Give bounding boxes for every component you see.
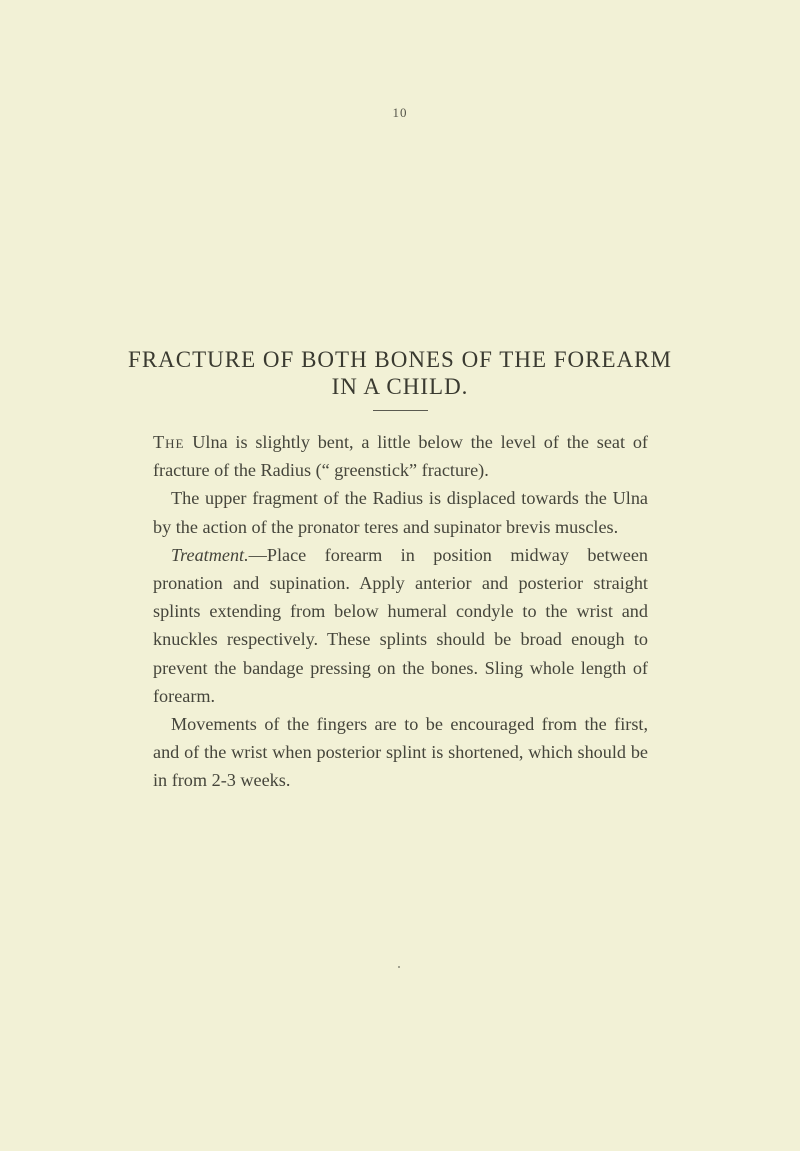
paragraph-movements [153,710,648,795]
paragraph-lead-word: The [153,432,185,452]
paper-speck [398,966,400,968]
paragraph-ulna [153,428,648,484]
chapter-title-line-2: IN A CHILD. [331,374,469,399]
paragraph-radius-text: The upper fragment of the Radius is displaced towards the Ulna by the action of the pronator teres and supinator brevis muscles. [153,488,648,537]
page-number: 10 [392,105,408,120]
chapter-title-line-1: FRACTURE OF BOTH BONES OF THE FOREARM [128,347,672,372]
treatment-heading: Treatment. [171,544,249,565]
title-divider [373,410,428,411]
chapter-title [0,346,800,400]
paragraph-ulna-text: Ulna is slightly bent, a little below the level of the seat of fracture of the Radius (“ greenstick” fracture). [153,432,648,481]
body-text [153,428,648,795]
paragraph-treatment [153,541,648,710]
paragraph-treatment-text: —Place forearm in position midway between pronation and supination. Apply anterior and posterior straight splints extending from below humeral condyle to the wrist and knuckles respectively. These splints should be broad enough to prevent the bandage pressing on the bones. Sling whole length of forearm. [153,544,648,706]
paragraph-movements-text: Movements of the fingers are to be encouraged from the first, and of the wrist when posterior splint is shortened, which should be in from 2-3 weeks. [153,714,648,791]
paragraph-radius [153,484,648,540]
